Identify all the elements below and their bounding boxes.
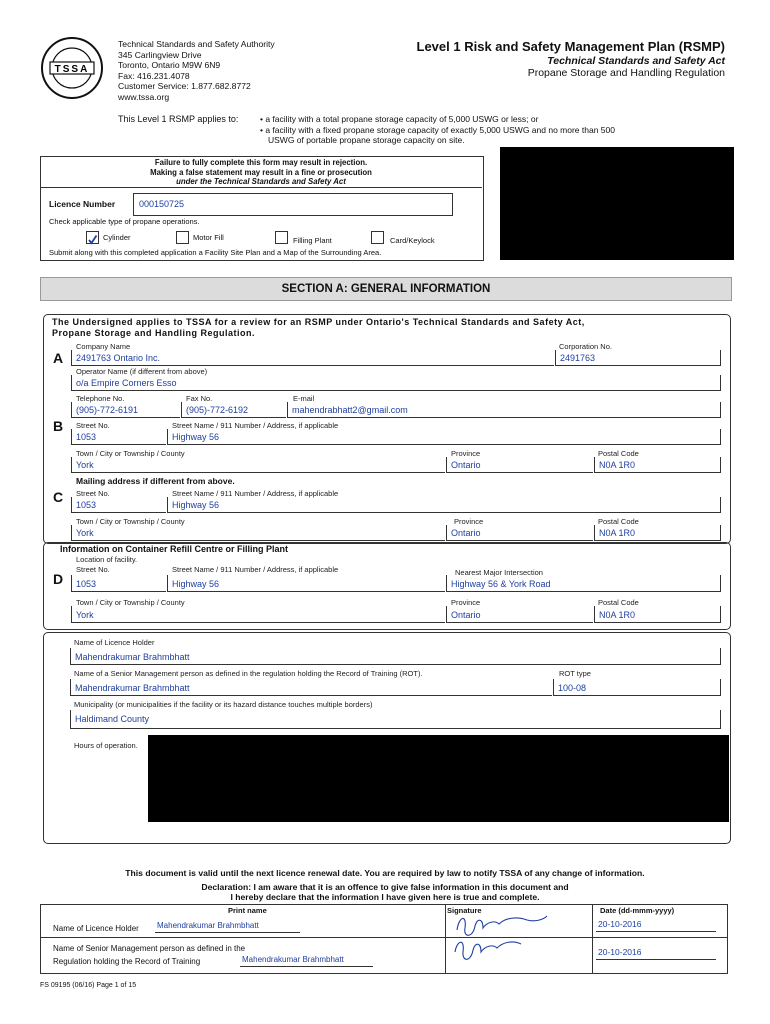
decl-senior-line-1: Name of Senior Management person as defined in the: [53, 944, 246, 953]
decl-senior-line-2: Regulation holding the Record of Training: [53, 957, 201, 966]
d-province-value: Ontario: [451, 610, 481, 620]
d-street-no-value: 1053: [76, 579, 97, 589]
d-intersection-label: Nearest Major Intersection: [455, 568, 543, 577]
form-footer: FS 09195 (06/16) Page 1 of 15: [40, 982, 137, 989]
d-postal-value: N0A 1R0: [599, 610, 636, 620]
print-name-label: Print name: [228, 906, 267, 915]
date-label: Date (dd-mmm-yyyy): [600, 906, 675, 915]
sig-col-divider-2: [592, 904, 593, 974]
filling-plant-checkbox[interactable]: [275, 231, 288, 244]
c-town-field[interactable]: [71, 525, 445, 541]
company-label: Company Name: [76, 342, 131, 351]
warning-line-1: Failure to fully complete this form may result in rejection.: [154, 158, 368, 167]
rot-field[interactable]: [553, 679, 721, 696]
b-province-label: Province: [451, 449, 481, 458]
licence-number-value: 000150725: [139, 199, 185, 209]
b-street-value: Highway 56: [172, 432, 220, 442]
d-heading: Information on Container Refill Centre or Filling Plant: [60, 544, 289, 554]
decl-holder-value: Mahendrakumar Brahmbhatt: [157, 921, 259, 930]
corporation-number-value: 2491763: [560, 353, 596, 363]
decl-senior-value: Mahendrakumar Brahmbhatt: [242, 955, 344, 964]
warning-line-2: Making a false statement may result in a fine or prosecution: [150, 167, 372, 177]
fax-label: Fax No.: [186, 394, 213, 403]
municipality-value: Haldimand County: [75, 714, 150, 724]
section-a-title: SECTION A: GENERAL INFORMATION: [281, 283, 491, 295]
d-intersection-value: Highway 56 & York Road: [451, 579, 551, 589]
c-province-field[interactable]: [446, 525, 593, 541]
applies-bullet-2-text: a facility with a fixed propane storage capacity of exactly 5,000 USWG and no more than 500: [265, 125, 615, 135]
org-fax: Fax: 416.231.4078: [118, 70, 190, 81]
d-town-value: York: [76, 610, 94, 620]
card-keylock-label: Card/Keylock: [390, 236, 435, 245]
decl-holder-field[interactable]: [155, 921, 300, 933]
checkmark-icon: [87, 234, 98, 245]
d-postal-label: Postal Code: [598, 598, 639, 607]
redacted-block-top: [500, 147, 734, 260]
decl-date-1-value: 20-10-2016: [598, 919, 642, 929]
motor-fill-checkbox[interactable]: [176, 231, 189, 244]
hours-label: Hours of operation.: [74, 741, 138, 750]
applies-bullet-2: • a facility with a fixed propane storage capacity of exactly 5,000 USWG and no more than 500: [260, 125, 615, 135]
d-street-value: Highway 56: [172, 579, 220, 589]
b-street-no-label: Street No.: [76, 421, 110, 430]
d-postal-field[interactable]: [594, 606, 721, 623]
sig-row-divider: [40, 937, 728, 938]
applies-bullet-1-text: a facility with a total propane storage capacity of 5,000 USWG or less; or: [265, 114, 539, 124]
redacted-hours: [148, 735, 729, 822]
cylinder-checkbox[interactable]: [86, 231, 99, 244]
email-field[interactable]: [287, 402, 721, 418]
holder-field[interactable]: [70, 648, 721, 665]
d-intersection-field[interactable]: [446, 575, 721, 592]
telephone-value: (905)-772-6191: [76, 405, 139, 415]
company-name-value: 2491763 Ontario Inc.: [76, 353, 161, 363]
form-title: Level 1 Risk and Safety Management Plan (RSMP): [416, 39, 725, 54]
form-subtitle: Technical Standards and Safety Act: [547, 55, 725, 67]
c-street-no-field[interactable]: [71, 497, 166, 513]
d-sub: Location of facility.: [76, 555, 138, 564]
decl-date-1-field[interactable]: [596, 917, 716, 932]
municipality-field[interactable]: [70, 710, 721, 729]
telephone-label: Telephone No.: [76, 394, 125, 403]
d-street-field[interactable]: [167, 575, 445, 592]
c-province-label: Province: [454, 517, 484, 526]
c-street-no-label: Street No.: [76, 489, 110, 498]
cylinder-label: Cylinder: [103, 233, 131, 242]
senior-value: Mahendrakumar Brahmbhatt: [75, 683, 190, 693]
motor-fill-label: Motor Fill: [193, 233, 224, 242]
d-street-no-field[interactable]: [71, 575, 166, 592]
c-town-label: Town / City or Township / County: [76, 517, 185, 526]
rot-value: 100-08: [558, 683, 587, 693]
b-town-field[interactable]: [71, 457, 445, 473]
holder-label: Name of Licence Holder: [74, 638, 155, 647]
c-province-value: Ontario: [451, 528, 481, 538]
fax-field[interactable]: [181, 402, 286, 418]
decl-senior-field[interactable]: [240, 955, 373, 967]
section-letter-a: A: [53, 350, 64, 366]
d-province-label: Province: [451, 598, 481, 607]
c-postal-label: Postal Code: [598, 517, 639, 526]
warning-text: [40, 158, 482, 187]
fax-value: (905)-772-6192: [186, 405, 249, 415]
b-province-field[interactable]: [446, 457, 593, 473]
c-heading: Mailing address if different from above.: [76, 476, 235, 486]
c-postal-field[interactable]: [594, 525, 721, 541]
applies-bullet-1: • a facility with a total propane storage capacity of 5,000 USWG or less; or: [260, 114, 539, 124]
filling-plant-label: Filling Plant: [293, 236, 332, 245]
b-street-no-field[interactable]: [71, 429, 166, 445]
seal-center-text: TSSA: [54, 64, 90, 75]
org-city: Toronto, Ontario M9W 6N9: [118, 60, 221, 70]
decl-date-2-field[interactable]: [596, 945, 716, 960]
c-postal-value: N0A 1R0: [599, 528, 636, 538]
senior-label: Name of a Senior Management person as defined in the regulation holding the Record of Training (ROT).: [74, 669, 423, 678]
org-address: [118, 39, 275, 102]
b-province-value: Ontario: [451, 460, 481, 470]
org-website[interactable]: www.tssa.org: [118, 91, 170, 102]
c-street-no-value: 1053: [76, 500, 97, 510]
handwritten-signature[interactable]: [447, 908, 591, 972]
section-letter-d: D: [53, 571, 64, 587]
b-town-label: Town / City or Township / County: [76, 449, 185, 458]
rot-label: ROT type: [559, 669, 591, 678]
validity-note: This document is valid until the next licence renewal date. You are required by law to notify TSSA of any change of information.: [125, 868, 645, 878]
d-street-no-label: Street No.: [76, 565, 110, 574]
telephone-field[interactable]: [71, 402, 180, 418]
decl-date-2-value: 20-10-2016: [598, 947, 642, 957]
submit-note: Submit along with this completed application a Facility Site Plan and a Map of the Surrounding Area.: [49, 248, 382, 257]
ops-label: Check applicable type of propane operations.: [49, 217, 200, 226]
declaration-line-1: Declaration: I am aware that it is an offence to give false information in this document and: [201, 882, 569, 892]
c-street-field[interactable]: [167, 497, 721, 513]
licence-number-field[interactable]: [133, 193, 453, 216]
org-phone: Customer Service: 1.877.682.8772: [118, 81, 251, 91]
warning-line-3: under the Technical Standards and Safety Act: [176, 177, 346, 186]
signature-label: Signature: [447, 906, 482, 915]
operator-label: Operator Name (if different from above): [76, 367, 208, 376]
company-name-field[interactable]: [71, 350, 554, 366]
b-postal-value: N0A 1R0: [599, 460, 636, 470]
holder-value: Mahendrakumar Brahmbhatt: [75, 652, 190, 662]
corporation-number-field[interactable]: [555, 350, 721, 366]
applies-bullet-2b: USWG of portable propane storage capacity on site.: [268, 135, 465, 145]
c-street-label: Street Name / 911 Number / Address, if applicable: [172, 489, 339, 498]
org-street: 345 Carlingview Drive: [118, 49, 202, 60]
d-town-field[interactable]: [71, 606, 445, 623]
c-town-value: York: [76, 528, 94, 538]
form-subtitle2: Propane Storage and Handling Regulation: [527, 67, 725, 79]
operator-name-value: o/a Empire Corners Esso: [76, 378, 177, 388]
d-street-label: Street Name / 911 Number / Address, if applicable: [172, 565, 339, 574]
intro-line-2: Propane Storage and Handling Regulation.: [52, 328, 256, 338]
intro-line-1: The Undersigned applies to TSSA for a review for an RSMP under Ontario's Technical Standards and Safety Act,: [52, 317, 585, 327]
section-letter-b: B: [53, 418, 64, 434]
applies-lead: This Level 1 RSMP applies to:: [118, 114, 239, 124]
b-postal-field[interactable]: [594, 457, 721, 473]
section-a-bar: [40, 277, 732, 301]
card-keylock-checkbox[interactable]: [371, 231, 384, 244]
d-province-field[interactable]: [446, 606, 593, 623]
org-name: Technical Standards and Safety Authority: [118, 39, 275, 49]
sig-col-divider-1: [445, 904, 446, 974]
corporation-label: Corporation No.: [559, 342, 612, 351]
b-town-value: York: [76, 460, 94, 470]
b-postal-label: Postal Code: [598, 449, 639, 458]
c-street-value: Highway 56: [172, 500, 220, 510]
decl-holder-label: Name of Licence Holder: [53, 924, 139, 933]
email-label: E-mail: [293, 394, 315, 403]
senior-field[interactable]: [70, 679, 552, 696]
declaration-line-2: I hereby declare that the information I have given here is true and complete.: [230, 892, 540, 902]
section-letter-c: C: [53, 489, 64, 505]
d-town-label: Town / City or Township / County: [76, 598, 185, 607]
b-street-label: Street Name / 911 Number / Address, if applicable: [172, 421, 339, 430]
b-street-field[interactable]: [167, 429, 721, 445]
warning-divider: [40, 187, 482, 188]
licence-label: Licence Number: [49, 199, 116, 209]
b-street-no-value: 1053: [76, 432, 97, 442]
municipality-label: Municipality (or municipalities if the facility or its hazard distance touches multiple borders): [74, 700, 373, 709]
operator-name-field[interactable]: [71, 375, 721, 391]
tssa-seal: [40, 36, 104, 100]
email-value: mahendrabhatt2@gmail.com: [292, 405, 408, 415]
